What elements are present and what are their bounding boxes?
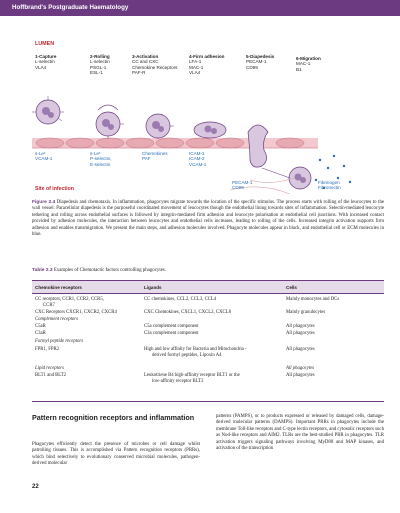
running-header xyxy=(0,0,400,16)
ecm-migration: Fibrinogen Fibronectin xyxy=(318,180,341,191)
step-rolling: 2-Rolling L-selectin PSGL-1 ESL-1 xyxy=(90,54,110,76)
rolling-arrow xyxy=(98,105,118,110)
table-cell: C3a complement component xyxy=(144,331,199,336)
table-header: Cells xyxy=(286,284,297,290)
table-group-label: Formyl peptide receptors xyxy=(35,339,84,344)
body-text-right: patterns (PAMPS), or to products expressed or released by damaged cells, damage-derived molecular patterns (DAMPS). Important PRRs in phagocytes include the membrane Toll-like receptors and C-type lectin receptors, and cytosolic receptors such as Nod-like receptors and AIM2. TLRs are the best-studied PRR in phagocytes. TLR activation triggers signaling pathways involving MyD88 and MAP kinases, and activation of the transcription xyxy=(216,414,384,452)
step-migration: 6-Migration MAC-1 B1 xyxy=(296,56,321,72)
table-header-row xyxy=(32,280,384,294)
table-cell: C5a complement component xyxy=(144,324,199,329)
page-number: 22 xyxy=(32,484,39,490)
table-cell: Mainly monocytes and DCs xyxy=(286,297,340,302)
table-group-label: Lipid receptors xyxy=(35,366,64,371)
table-title: Table 2.3 Examples of Chemotactic factors controlling phagocytes. xyxy=(32,268,166,273)
step-activation: 3-Activation CC and CXC Chemokine Receptors PAF-R xyxy=(132,54,178,76)
endothelial-diapedesis: PECAM-1 CD99 xyxy=(232,180,253,191)
chemotactic-table xyxy=(32,280,384,402)
table-cell: C5aR xyxy=(35,324,46,329)
lumen-label: LUMEN xyxy=(35,41,55,47)
table-header: Ligands xyxy=(144,284,162,290)
figure-label: Figure 2.4 xyxy=(32,200,56,205)
figure-caption-text: Diapedesis and chemotaxis. In inflammation, phagocytes migrate towards the location of the specific stimulus. The process starts with rolling of the leucocytes to the wall vessel. Paracellular diapedesis is the purposeful coordinated movement of leucocytes though the endothelial lining towards sites of inflammation. Selectin-mediated leucocyte tethering and rolling across endothelial surfaces is followed by integrin-mediated firm adhesion and leucocyte polarisation at endothelial cell junctions. With increased contact provided by adhesion molecules, the interaction between leucocytes and endothelial cells increases, leading to rolling of the cells. Increased integrin activation supports firm adhesion and enables transmigration. We present the main steps, and adhesion molecules involved. Phagocyte molecules appear in black, and endothelial cell or ECM molecules in blue. xyxy=(32,200,385,238)
endothelial-activation: Chemokines PAF xyxy=(142,151,168,162)
table-cell: CXC Receptors CXCR1, CXCR2, CXCR4 xyxy=(35,310,117,315)
section-heading: Pattern recognition receptors and inflammation xyxy=(32,413,195,422)
step-firm-adhesion: 4-Firm adhesion LFA-1 MAC-1 VLA4 xyxy=(189,54,225,76)
endothelial-adhesion: ICAM-1 ICAM-2 VCAM-1 xyxy=(189,151,207,167)
running-title: Hoffbrand's Postgraduate Haematology xyxy=(12,4,129,11)
figure-diapedesis xyxy=(0,40,400,198)
table-cell: All phagocytes xyxy=(286,366,315,371)
table-cell: C3aR xyxy=(35,331,46,336)
table-cell: BLT1 and BLT2 xyxy=(35,373,67,378)
table-cell: High and low affinity for Bacteria and Mitochondria - derived formyl peptides, Lipoxin A4 xyxy=(144,347,247,358)
table-cell: CC chemokines, CCL2, CCL3, CCL4 xyxy=(144,297,217,302)
site-label: Site of infection xyxy=(35,186,74,192)
table-cell: All phagocytes xyxy=(286,324,315,329)
endothelial-rolling: s-Leˣ P-selectin, E-selectin xyxy=(90,151,112,167)
body-text-left: Phagocytes efficiently detect the presence of microbes or cell damage whilst patrolling tissues. This is accomplished via Pattern recognition receptors (PRRs), which bind selectively to evolutionary conserved microbial molecules, pathogen-derived molecular xyxy=(32,442,200,467)
endothelial-capture: s-Leˣ VCAM-1 xyxy=(35,151,53,162)
table-group-label: Complement receptors xyxy=(35,317,78,322)
table-cell: All phagocytes xyxy=(286,373,315,378)
table-cell: All phagocytes xyxy=(286,331,315,336)
table-label: Table 2.3 xyxy=(32,268,53,273)
table-header: Chemokine receptors xyxy=(35,284,82,290)
step-diapedesis: 5-Diapedesis PECAM-1 CD99 xyxy=(246,54,275,70)
table-cell: FPR1, FPR2 xyxy=(35,347,60,352)
table-cell: All phagocytes xyxy=(286,347,315,352)
table-cell: CC receptors, CCR1, CCR2, CCR5, CCR7 xyxy=(35,297,104,308)
migration-arrow xyxy=(262,168,290,178)
figure-caption xyxy=(32,200,384,238)
step-capture: 1-Capture L-selectin VLA4 xyxy=(35,54,57,70)
table-cell: CXC Chemokines, CXCL1, CXCL2, CXCL8 xyxy=(144,310,231,315)
table-cell: Mainly granulocytes xyxy=(286,310,326,315)
table-cell: Leukotriene B4 high-affinity receptor BLT1 or the low-affinity receptor BLT2 xyxy=(144,373,240,384)
